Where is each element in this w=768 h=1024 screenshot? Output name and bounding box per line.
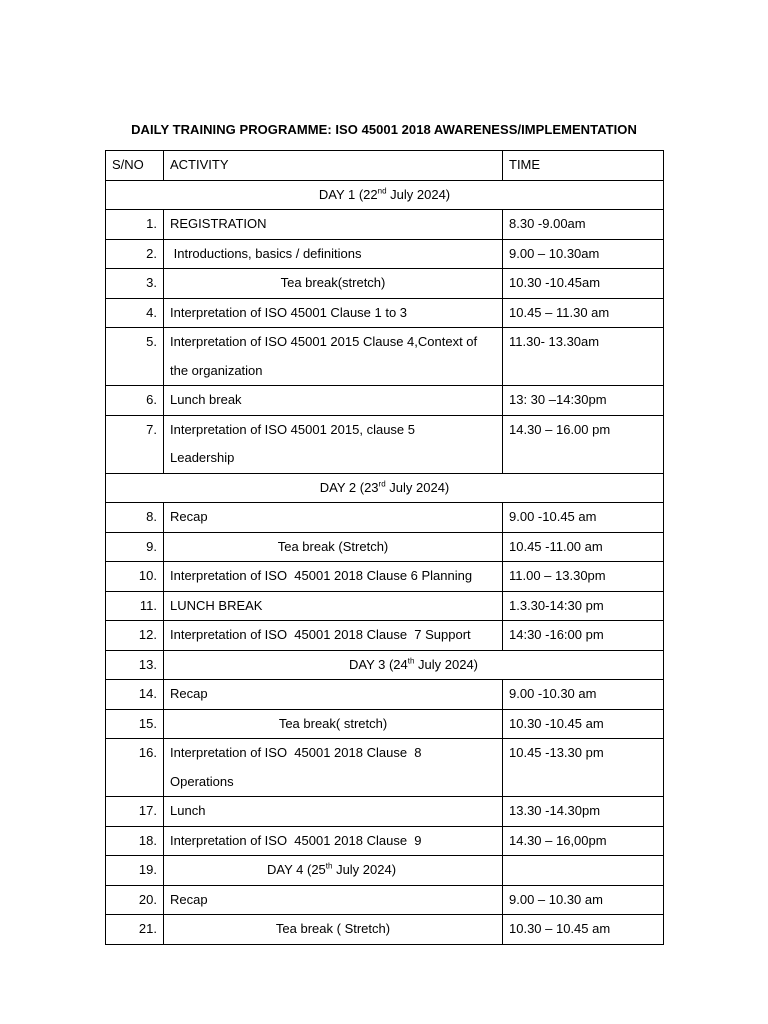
day-heading-text: DAY 1 (22 [318, 186, 378, 202]
day-heading-text: DAY 2 (23 [319, 479, 379, 495]
table-row [106, 239, 664, 269]
time-cell: 9.00 – 10.30 am [503, 885, 664, 915]
time-cell: 10.30 -10.45 am [503, 709, 664, 739]
activity-text: Lunch [170, 803, 206, 818]
activity-text: REGISTRATION [170, 216, 267, 231]
activity-cell [164, 591, 503, 621]
activity-text: Recap [170, 891, 208, 907]
schedule-table [105, 150, 664, 945]
activity-cell [164, 503, 503, 533]
day-ordinal-suffix: rd [378, 479, 386, 489]
activity-text: Recap [170, 509, 208, 524]
activity-cell [164, 210, 503, 240]
sno-cell: 11. [106, 591, 164, 621]
sno-cell: 12. [106, 621, 164, 651]
activity-text: Introductions, basics / definitions [170, 245, 362, 261]
day-heading-text: DAY 3 (24 [348, 656, 408, 672]
activity-text-continued: Leadership [170, 450, 235, 465]
table-row [106, 591, 664, 621]
time-cell: 9.00 -10.45 am [503, 503, 664, 533]
time-cell: 11.00 – 13.30pm [503, 562, 664, 592]
schedule-body [106, 180, 664, 944]
table-row [106, 680, 664, 710]
sno-cell: 15. [106, 709, 164, 739]
table-row [106, 826, 664, 856]
activity-text: Interpretation of ISO 45001 2018 Clause 7 Support [170, 627, 471, 642]
sno-cell: 21. [106, 915, 164, 945]
table-row [106, 503, 664, 533]
activity-cell [164, 915, 503, 945]
activity-cell [164, 298, 503, 328]
day-heading-text: July 2024) [414, 656, 479, 672]
time-cell: 10.45 – 11.30 am [503, 298, 664, 328]
activity-cell [164, 239, 503, 269]
activity-text: Tea break(stretch) [280, 275, 386, 290]
table-row [106, 210, 664, 240]
activity-text: Tea break( stretch) [278, 715, 388, 731]
table-row [106, 473, 664, 503]
activity-cell [164, 739, 503, 797]
time-cell: 13.30 -14.30pm [503, 797, 664, 827]
activity-text: Interpretation of ISO 45001 2018 Clause 8 [170, 745, 422, 760]
activity-text: Lunch break [170, 392, 242, 407]
day-ordinal-suffix: nd [377, 186, 387, 196]
time-cell: 9.00 -10.30 am [503, 680, 664, 710]
activity-text: LUNCH BREAK [170, 597, 263, 613]
table-row [106, 415, 664, 473]
sno-cell: 8. [106, 503, 164, 533]
activity-text: Tea break ( Stretch) [275, 921, 391, 936]
table-row [106, 298, 664, 328]
day-heading-cell [106, 180, 664, 210]
activity-cell [164, 680, 503, 710]
sno-cell: 2. [106, 239, 164, 269]
sno-cell: 14. [106, 680, 164, 710]
activity-cell [164, 415, 503, 473]
time-cell: 14.30 – 16,00pm [503, 826, 664, 856]
sno-cell: 10. [106, 562, 164, 592]
activity-text: Interpretation of ISO 45001 2015 Clause 4,Context of [170, 334, 478, 349]
activity-cell [164, 709, 503, 739]
time-cell: 14:30 -16:00 pm [503, 621, 664, 651]
time-cell: 9.00 – 10.30am [503, 239, 664, 269]
activity-cell [164, 797, 503, 827]
page-title: DAILY TRAINING PROGRAMME: ISO 45001 2018 AWARENESS/IMPLEMENTATION [131, 122, 637, 137]
sno-cell: 5. [106, 328, 164, 386]
header-activity: ACTIVITY [164, 151, 503, 181]
activity-cell [164, 562, 503, 592]
table-row [106, 915, 664, 945]
activity-text: Interpretation of ISO 45001 Clause 1 to 3 [170, 304, 408, 320]
sno-cell: 17. [106, 797, 164, 827]
day-heading-cell [164, 856, 503, 886]
activity-text: Interpretation of ISO 45001 2015, clause 5 [170, 421, 416, 437]
table-row [106, 797, 664, 827]
time-cell: 10.45 -11.00 am [503, 532, 664, 562]
sno-cell: 18. [106, 826, 164, 856]
table-row [106, 709, 664, 739]
table-row [106, 269, 664, 299]
time-cell: 13: 30 –14:30pm [503, 386, 664, 416]
time-cell: 10.30 – 10.45 am [503, 915, 664, 945]
sno-cell: 9. [106, 532, 164, 562]
table-row [106, 621, 664, 651]
activity-text-continued: Operations [170, 773, 234, 789]
time-cell: 8.30 -9.00am [503, 210, 664, 240]
sno-cell: 20. [106, 885, 164, 915]
table-row [106, 386, 664, 416]
time-cell: 10.45 -13.30 pm [503, 739, 664, 797]
day-ordinal-suffix: th [407, 656, 415, 666]
sno-cell: 1. [106, 210, 164, 240]
time-cell: 14.30 – 16.00 pm [503, 415, 664, 473]
activity-cell [164, 328, 503, 386]
table-row [106, 885, 664, 915]
table-row [106, 328, 664, 386]
day-heading-cell [106, 473, 664, 503]
activity-text-continued: the organization [170, 362, 263, 378]
day-heading-text: July 2024) [332, 862, 397, 877]
table-row [106, 180, 664, 210]
activity-text: Recap [170, 686, 208, 701]
day-heading-cell [164, 650, 664, 680]
table-row [106, 650, 664, 680]
table-row [106, 532, 664, 562]
day-ordinal-suffix: th [325, 861, 333, 871]
sno-cell: 7. [106, 415, 164, 473]
day-heading-text: DAY 4 (25 [267, 862, 326, 877]
sno-cell: 6. [106, 386, 164, 416]
activity-cell [164, 386, 503, 416]
activity-cell [164, 621, 503, 651]
activity-text: Tea break (Stretch) [277, 538, 389, 554]
table-row [106, 562, 664, 592]
activity-cell [164, 885, 503, 915]
header-sno: S/NO [106, 151, 164, 181]
sno-cell: 3. [106, 269, 164, 299]
sno-cell: 16. [106, 739, 164, 797]
activity-text: Interpretation of ISO 45001 2018 Clause 9 [170, 832, 422, 848]
sno-cell: 19. [106, 856, 164, 886]
activity-cell [164, 826, 503, 856]
time-cell [503, 856, 664, 886]
day-heading-text: July 2024) [385, 479, 450, 495]
table-header-row [106, 151, 664, 181]
table-row [106, 739, 664, 797]
time-cell: 10.30 -10.45am [503, 269, 664, 299]
activity-cell [164, 532, 503, 562]
activity-text: Interpretation of ISO 45001 2018 Clause 6 Planning [170, 568, 473, 583]
time-cell: 1.3.30-14:30 pm [503, 591, 664, 621]
sno-cell: 4. [106, 298, 164, 328]
sno-cell: 13. [106, 650, 164, 680]
activity-cell [164, 269, 503, 299]
table-row [106, 856, 664, 886]
header-time: TIME [503, 151, 664, 181]
day-heading-text: July 2024) [386, 186, 451, 202]
time-cell: 11.30- 13.30am [503, 328, 664, 386]
